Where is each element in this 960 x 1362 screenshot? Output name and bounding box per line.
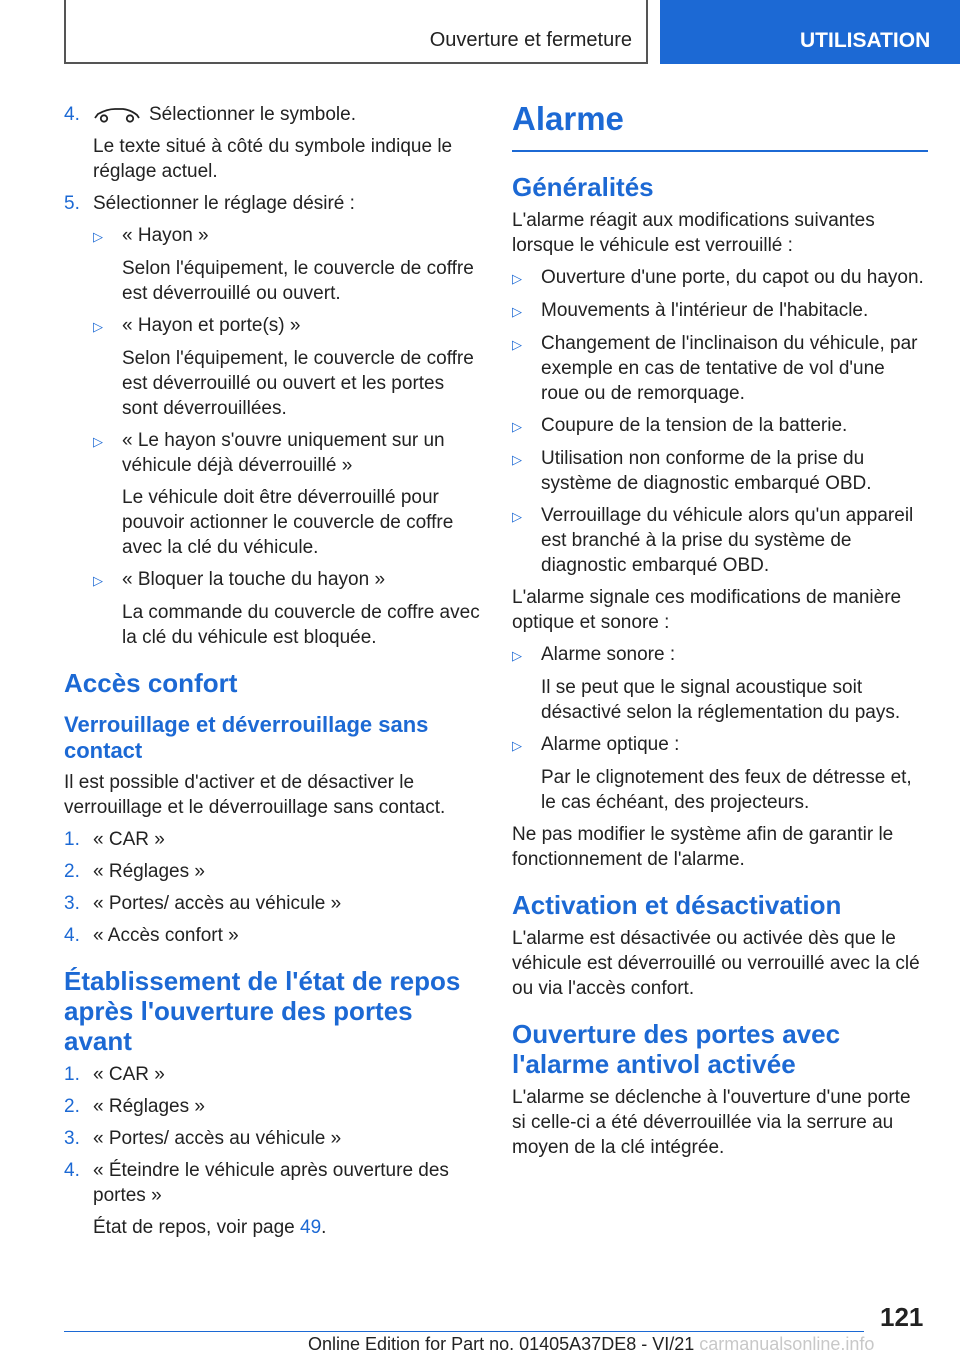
triangle-bullet-icon: ▷ [512,648,522,663]
list-item: ▷ Mouvements à l'intérieur de l'habitacle. [512,298,928,324]
step-number: 4. [64,104,80,125]
option-desc: Selon l'équipement, le couvercle de coffre est déverrouillé ou ouvert et les portes sont déverrouillées. [122,348,474,419]
list-item: 4. « Accès confort » [64,925,239,946]
list-item: ▷ Verrouillage du véhicule alors qu'un appareil est branché à la prise du système de diagnostic embarqué OBD. [512,505,914,576]
step-note: Le texte situé à côté du symbole indique le réglage actuel. [93,136,453,182]
heading-etat-repos: Établissement de l'état de repos après l'ouverture des portes avant [64,966,461,1056]
triangle-bullet-icon: ▷ [512,419,522,434]
triangle-bullet-icon: ▷ [512,452,522,467]
chapter-tab[interactable]: UTILISATION [660,0,960,64]
triangle-bullet-icon: ▷ [93,319,103,334]
step-text: Sélectionner le symbole. [149,104,356,125]
repos-note: État de repos, voir page 49. [93,1217,327,1238]
edition-text: Online Edition for Part no. 01405A37DE8 - VI/21 [308,1334,695,1354]
list-item: 2. « Réglages » [64,861,205,882]
list-item: ▷ Alarme optique : [512,732,928,758]
step-number: 5. [64,193,80,214]
footer-divider [64,1331,864,1332]
list-item: 3. « Portes/ accès au véhicule » [64,893,342,914]
triangle-bullet-icon: ▷ [93,573,103,588]
heading-acces-confort: Accès confort [64,668,238,698]
list-item: ▷ Utilisation non conforme de la prise du système de diagnostic embarqué OBD. [512,448,872,494]
list-item: 1. « CAR » [64,829,165,850]
alarme-title: Alarme [512,100,928,152]
list-item: ▷ Alarme sonore : [512,642,928,668]
heading-verrouillage: Verrouillage et déverrouillage sans contact [64,712,429,763]
signal-desc: Il se peut que le signal acoustique soit désactivé selon la réglementation du pays. [541,677,901,723]
left-column [64,102,482,1247]
option-desc: Selon l'équipement, le couvercle de coffre est déverrouillé ou ouvert. [122,258,474,304]
activation-text: L'alarme est désactivée ou activée dès que le véhicule est déverrouillé ou verrouillé avec la clé ou via l'accès confort. [512,928,920,999]
triangle-bullet-icon: ▷ [512,271,522,286]
list-item: ▷ « Hayon » [93,223,482,249]
list-item: ▷ Coupure de la tension de la batterie. [512,413,928,439]
list-item: 4. « Éteindre le véhicule après ouverture des portes » [64,1160,449,1206]
heading-ouverture-portes: Ouverture des portes avec l'alarme antivol activée [512,1019,841,1079]
heading-generalites: Généralités [512,172,654,202]
step-text: Sélectionner le réglage désiré : [93,193,355,214]
triangle-bullet-icon: ▷ [512,337,522,352]
signal-desc: Par le clignotement des feux de détresse et, le cas échéant, des projecteurs. [541,767,912,813]
section-title: Ouverture et fermeture [429,29,632,51]
triangle-bullet-icon: ▷ [512,509,522,524]
list-item: ▷ Changement de l'inclinaison du véhicule, par exemple en cas de tentative de vol d'une roue ou de remorquage. [512,333,918,404]
signal-text: L'alarme signale ces modifications de manière optique et sonore : [512,587,902,633]
option-desc: Le véhicule doit être déverrouillé pour pouvoir actionner le couvercle de coffre avec la clé du véhicule. [122,487,454,558]
list-item: 1. « CAR » [64,1064,165,1085]
watermark: carmanualsonline.info [699,1334,875,1354]
triangle-bullet-icon: ▷ [93,434,103,449]
list-item: ▷ « Le hayon s'ouvre uniquement sur un véhicule déjà déverrouillé » [93,430,445,476]
page-number: 121 [880,1302,924,1332]
heading-activation: Activation et désactivation [512,890,842,920]
triangle-bullet-icon: ▷ [512,304,522,319]
ouverture-text: L'alarme se déclenche à l'ouverture d'une porte si celle-ci a été déverrouillée via la serrure au moyen de la clé intégrée. [512,1087,911,1158]
right-column [512,100,928,1167]
options-list [93,223,482,650]
list-item: 3. « Portes/ accès au véhicule » [64,1128,342,1149]
generalites-text: L'alarme réagit aux modifications suivantes lorsque le véhicule est verrouillé : [512,210,875,256]
list-item: ▷ « Bloquer la touche du hayon » [93,567,482,593]
triangle-bullet-icon: ▷ [512,738,522,753]
list-item: 2. « Réglages » [64,1096,205,1117]
nepas-text: Ne pas modifier le système afin de garantir le fonctionnement de l'alarme. [512,824,894,870]
header-box [64,0,648,64]
verrouillage-text: Il est possible d'activer et de désactiver le verrouillage et le déverrouillage sans contact. [64,772,446,818]
car-tailgate-icon [93,105,141,123]
list-item: ▷ « Hayon et porte(s) » [93,313,482,339]
list-item: ▷ Ouverture d'une porte, du capot ou du hayon. [512,265,928,291]
step-4 [64,102,482,127]
step-5 [64,191,482,216]
footer [308,1334,874,1355]
triangle-bullet-icon: ▷ [93,229,103,244]
option-desc: La commande du couvercle de coffre avec la clé du véhicule est bloquée. [122,602,480,648]
page-link[interactable]: 49 [300,1217,322,1238]
